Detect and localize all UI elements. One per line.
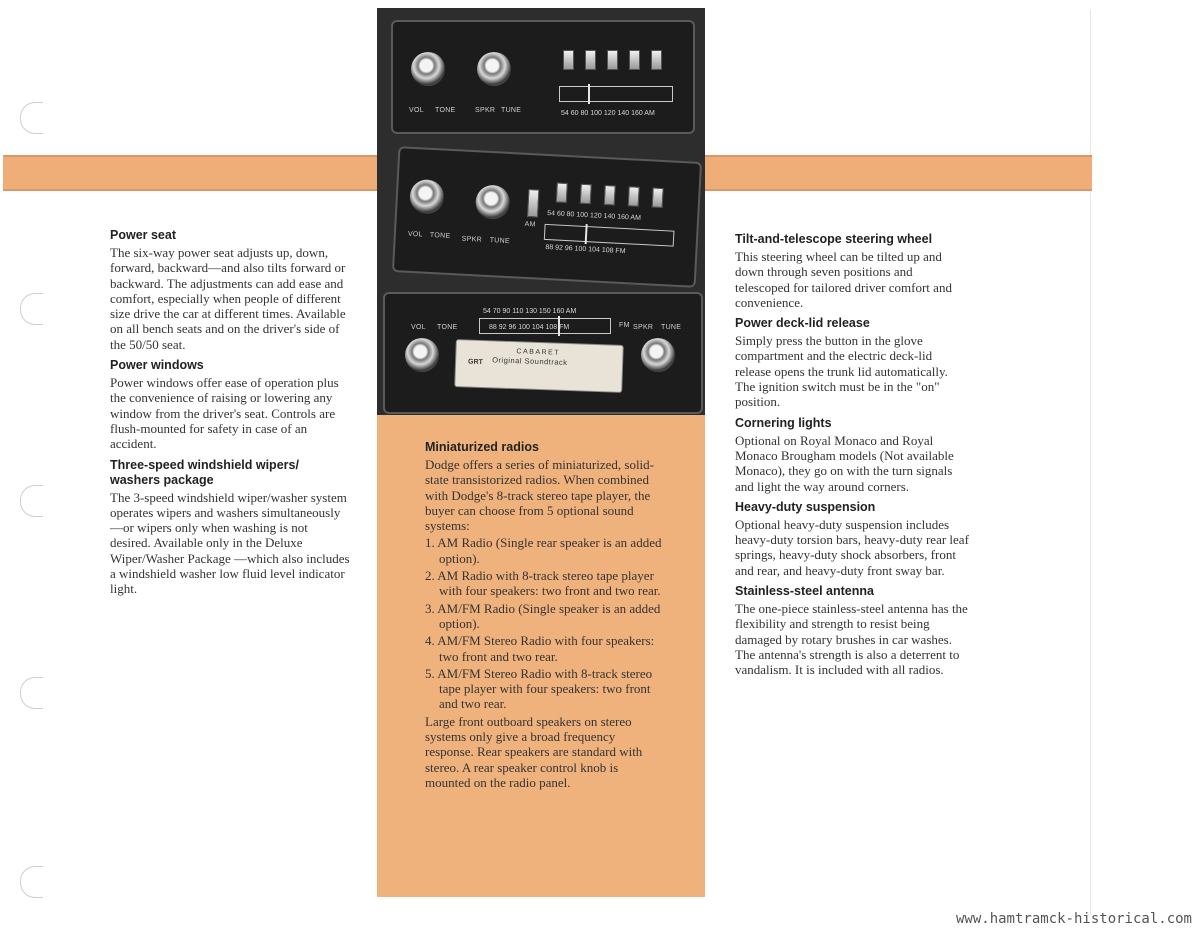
body-steering-wheel: This steering wheel can be tilted up and down through seven positions and telescoped for tailored driver comfort and convenience.: [735, 249, 952, 310]
heading-power-windows: Power windows: [110, 358, 204, 373]
watermark: www.hamtramck-historical.com: [955, 911, 1192, 927]
tuning-dial: [559, 86, 673, 102]
radios-intro: Dodge offers a series of miniaturized, solid-state transistorized radios. When combined with Dodge's 8-track stereo tape player, the buyer can choose from 5 optional sound systems:: [425, 457, 654, 534]
list-item: 3. AM/FM Radio (Single speaker is an added option).: [425, 600, 661, 631]
tape-subtitle: Original Soundtrack: [492, 355, 568, 367]
vol-knob: [411, 52, 445, 86]
heading-cornering-lights: Cornering lights: [735, 415, 832, 430]
tune-knob: [475, 184, 511, 220]
preset-button: [629, 50, 640, 70]
binder-hole: [20, 293, 43, 325]
label-spkr: SPKR: [475, 107, 496, 114]
preset-button: [604, 185, 616, 206]
radios-closing: Large front outboard speakers on stereo systems only give a broad frequency response. Rear speakers are standard with stereo. A rear speaker control knob is mounted on the radio panel.: [425, 713, 643, 790]
preset-button: [585, 50, 596, 70]
fm-scale: 88 92 96 100 104 108 FM: [545, 243, 626, 256]
body-deck-lid: Simply press the button in the glove compartment and the electric deck-lid release opens the trunk lid automatically. The ignition switch must be in the "on" position.: [735, 333, 948, 410]
eight-track-tape: [454, 339, 624, 393]
label-am: AM: [524, 220, 536, 229]
label-tune: TUNE: [661, 324, 682, 331]
list-item: 1. AM Radio (Single rear speaker is an added option).: [425, 535, 662, 566]
label-tone: TONE: [435, 107, 456, 114]
orange-band-left: [3, 155, 377, 191]
preset-button: [628, 186, 640, 207]
body-cornering-lights: Optional on Royal Monaco and Royal Monaco Brougham models (Not available Monaco), they go on with the turn signals and light the way around corners.: [735, 432, 954, 494]
label-vol: VOL: [407, 230, 423, 239]
list-item: 4. AM/FM Stereo Radio with four speakers: two front and two rear.: [425, 633, 655, 664]
preset-button: [652, 187, 664, 208]
preset-button: [651, 50, 662, 70]
am-scale: 54 60 80 100 120 140 160 AM: [561, 110, 655, 117]
page-edge: [1090, 10, 1091, 915]
body-power-seat: The six-way power seat adjusts up, down, forward, backward—and also tilts forward or backward. The adjustments can add ease and comfort, especially when people of different size drive the car at different times. Available on all bench seats and on the driver's side of the 50/50 seat.: [110, 245, 346, 352]
list-item: 5. AM/FM Stereo Radio with 8-track stereo tape player with four speakers: two front and two rear.: [425, 665, 653, 712]
label-tune: TUNE: [501, 107, 522, 114]
radio-panel-2: [392, 146, 702, 288]
body-antenna: The one-piece stainless-steel antenna has the flexibility and strength to resist being damaged by rotary brushes in car washes. The antenna's strength is also a deterrent to vandalism. It is included with all radios.: [735, 601, 968, 678]
label-vol: VOL: [411, 324, 426, 331]
am-scale: 54 60 80 100 120 140 160 AM: [547, 210, 642, 222]
label-tune: TUNE: [489, 237, 511, 246]
tune-knob: [477, 52, 511, 86]
binder-hole: [20, 102, 43, 134]
vol-knob: [409, 179, 445, 215]
heading-suspension: Heavy-duty suspension: [735, 499, 876, 514]
body-wipers: The 3-speed windshield wiper/washer system operates wipers and washers simultaneously—or wipers only when washing is not desired. Available only in the Deluxe Wiper/Washer Package —which also includes a windshield washer low fluid level indicator light.: [110, 489, 350, 597]
preset-button: [556, 182, 568, 203]
label-spkr: SPKR: [633, 324, 654, 331]
vol-knob: [405, 338, 439, 372]
fm-scale: 88 92 96 100 104 108 FM: [489, 324, 570, 331]
heading-wipers: Three-speed windshield wipers/ washers package: [110, 457, 299, 487]
label-vol: VOL: [409, 107, 424, 114]
body-suspension: Optional heavy-duty suspension includes heavy-duty torsion bars, heavy-duty rear leaf springs, heavy-duty shock absorbers, front and rear, and heavy-duty front sway bar.: [735, 516, 969, 578]
binder-hole: [20, 866, 43, 898]
heading-deck-lid: Power deck-lid release: [735, 316, 870, 331]
label-tone: TONE: [429, 231, 451, 240]
heading-steering-wheel: Tilt-and-telescope steering wheel: [735, 232, 933, 246]
radio-panel-1: [391, 20, 695, 134]
label-spkr: SPKR: [461, 235, 483, 244]
radio-options-list: [425, 535, 665, 711]
left-column: [110, 228, 350, 603]
list-item: 2. AM Radio with 8-track stereo tape player with four speakers: two front and two rear.: [425, 568, 661, 599]
preset-button: [563, 50, 574, 70]
tune-knob: [641, 338, 675, 372]
binder-hole: [20, 677, 43, 709]
preset-button: [580, 184, 592, 205]
tuning-dial: [544, 224, 675, 247]
heading-power-seat: Power seat: [110, 228, 177, 242]
heading-antenna: Stainless-steel antenna: [735, 584, 874, 599]
tape-brand: GRT: [467, 358, 483, 367]
body-power-windows: Power windows offer ease of operation plus the convenience of raising or lowering any window from the driver's seat. Controls are flush-mounted for safety in case of an accident.: [110, 375, 339, 452]
binder-hole: [20, 485, 43, 517]
heading-radios: Miniaturized radios: [425, 440, 539, 454]
tape-title: CABARET: [516, 348, 561, 357]
am-fm-switch: [527, 189, 539, 218]
am-scale: 54 70 90 110 130 150 160 AM: [483, 308, 577, 315]
right-column: [735, 232, 970, 684]
label-fm-button: FM: [619, 322, 630, 329]
orange-band-right: [705, 155, 1092, 191]
preset-button: [607, 50, 618, 70]
center-column: [425, 440, 665, 796]
label-tone: TONE: [437, 324, 458, 331]
